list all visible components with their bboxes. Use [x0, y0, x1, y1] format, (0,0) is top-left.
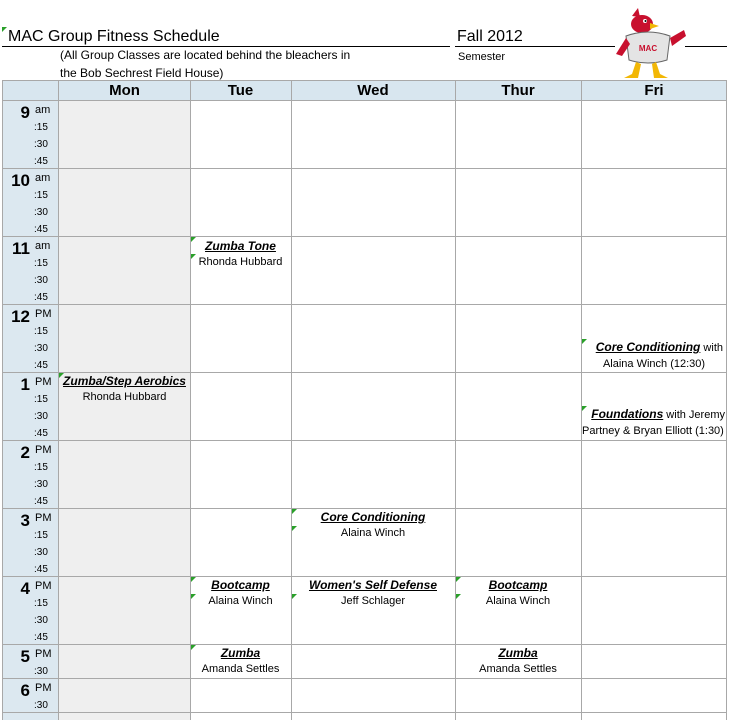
grid-line: [190, 80, 191, 720]
day-label-mon: Mon: [109, 82, 140, 99]
quarter-label: :45: [34, 496, 48, 507]
class-wed-core-conditioning: [291, 509, 455, 541]
hour-line: [2, 168, 727, 169]
quarter-label: :15: [34, 598, 48, 609]
hour-line: [2, 678, 727, 679]
quarter-label: :30: [34, 547, 48, 558]
class-wed-self-defense: [291, 577, 455, 609]
hour-label: 4: [20, 579, 30, 598]
ampm-label: PM: [35, 376, 52, 388]
class-instructor: Rhonda Hubbard: [82, 391, 167, 403]
hour-label: 12: [11, 307, 30, 326]
quarter-label: :45: [34, 156, 48, 167]
class-tue-zumba-tone: [190, 238, 291, 270]
class-name: Zumba: [220, 646, 261, 660]
hour-line: [2, 304, 727, 305]
class-name: Zumba: [498, 646, 538, 660]
ampm-label: PM: [35, 512, 52, 524]
quarter-label: :15: [34, 530, 48, 541]
page-title: MAC Group Fitness Schedule: [8, 28, 220, 45]
quarter-label: :15: [34, 462, 48, 473]
day-label-fri: Fri: [644, 82, 664, 99]
hour-label: 9: [20, 103, 30, 122]
hour-line: [2, 236, 727, 237]
grid-line: [2, 80, 727, 81]
ampm-label: PM: [35, 580, 52, 592]
quarter-label: :15: [34, 122, 48, 133]
quarter-label: :45: [34, 632, 48, 643]
time-slot-3: [2, 508, 58, 576]
time-slot-9: [2, 100, 58, 168]
class-tue-zumba: [190, 645, 291, 677]
class-mon-zumba-step: [59, 373, 190, 405]
class-instructor: Alaina Winch: [208, 595, 273, 607]
quarter-label: :15: [34, 394, 48, 405]
class-extra: with: [700, 342, 723, 354]
hour-label: 1: [20, 375, 30, 394]
term-underline-right: [685, 46, 727, 47]
quarter-label: :30: [34, 666, 48, 677]
time-slot-4: [2, 576, 58, 644]
location-note-line-2: the Bob Sechrest Field House): [60, 66, 224, 80]
location-note-line-1: (All Group Classes are located behind the bleachers in: [60, 48, 351, 62]
day-label-thur: Thur: [501, 82, 535, 99]
ampm-label: PM: [35, 648, 52, 660]
time-slot-12: [2, 304, 58, 372]
class-name: Foundations: [591, 407, 664, 421]
class-instructor: Partney & Bryan Elliott (1:30): [582, 425, 724, 437]
time-slot-10: [2, 168, 58, 236]
class-fri-foundations: [581, 406, 727, 439]
grid-line: [2, 100, 727, 101]
hour-label: 11: [12, 239, 30, 258]
ampm-label: am: [35, 172, 51, 184]
location-note: [60, 46, 350, 82]
grid-line: [726, 80, 727, 720]
quarter-label: :30: [34, 139, 48, 150]
quarter-label: :30: [34, 615, 48, 626]
hour-label: 10: [11, 171, 30, 190]
hour-label: 6: [20, 681, 30, 700]
quarter-label: :45: [34, 224, 48, 235]
class-name: Core Conditioning: [595, 340, 701, 354]
quarter-label: :15: [34, 190, 48, 201]
grid-line: [581, 80, 582, 720]
class-instructor: Alaina Winch (12:30): [602, 358, 706, 370]
ampm-label: am: [35, 104, 51, 116]
hour-label: 5: [20, 647, 30, 666]
class-title-line: [581, 339, 727, 356]
time-slot-11: [2, 236, 58, 304]
time-slot-1: [2, 372, 58, 440]
ampm-label: PM: [35, 308, 52, 320]
time-slot-6: [2, 678, 58, 712]
class-instructor: Rhonda Hubbard: [198, 256, 283, 268]
quarter-label: :30: [34, 343, 48, 354]
quarter-label: :30: [34, 275, 48, 286]
class-tue-bootcamp: [190, 577, 291, 609]
day-label-tue: Tue: [227, 82, 254, 99]
cardinal-mascot-logo: [612, 8, 688, 80]
grid-line: [291, 80, 292, 720]
quarter-label: :30: [34, 479, 48, 490]
class-name: Bootcamp: [211, 578, 270, 592]
ampm-label: PM: [35, 444, 52, 456]
hour-line: [2, 644, 727, 645]
class-thur-zumba: [455, 645, 581, 677]
term-label: Semester: [458, 51, 506, 63]
quarter-label: :45: [34, 360, 48, 371]
class-title-line: [581, 406, 727, 423]
quarter-label: :30: [34, 207, 48, 218]
class-instructor: Jeff Schlager: [340, 595, 405, 607]
class-instructor: Alaina Winch: [485, 595, 551, 607]
day-label-wed: Wed: [357, 82, 389, 99]
quarter-label: :15: [34, 326, 48, 337]
mascot-logo-text: MAC: [638, 44, 658, 53]
comment-marker-icon: [2, 27, 7, 32]
class-instructor: Amanda Settles: [479, 663, 557, 675]
quarter-label: :45: [34, 292, 48, 303]
hour-line: [2, 440, 727, 441]
class-instructor: Amanda Settles: [201, 663, 280, 675]
class-name: Bootcamp: [488, 578, 548, 592]
quarter-label: :30: [34, 700, 48, 711]
time-slot-5: [2, 644, 58, 678]
class-name: Zumba Tone: [205, 239, 276, 253]
time-slot-2: [2, 440, 58, 508]
class-name: Women's Self Defense: [308, 578, 437, 592]
class-thur-bootcamp: [455, 577, 581, 609]
term-underline: [455, 46, 615, 47]
class-fri-core-conditioning: [581, 339, 727, 372]
ampm-label: am: [35, 240, 51, 252]
class-extra: with Jeremy: [663, 409, 725, 421]
class-name: Core Conditioning: [320, 510, 426, 524]
hour-label: 2: [20, 443, 30, 462]
quarter-label: :30: [34, 411, 48, 422]
term-title: Fall 2012: [457, 28, 523, 45]
class-name: Zumba/Step Aerobics: [63, 374, 186, 388]
quarter-label: :45: [34, 564, 48, 575]
hour-label: 3: [20, 511, 30, 530]
quarter-label: :45: [34, 428, 48, 439]
grid-line: [455, 80, 456, 720]
quarter-label: :15: [34, 258, 48, 269]
class-instructor: Alaina Winch: [340, 527, 406, 539]
hour-line: [2, 712, 727, 713]
monday-column: [59, 101, 190, 720]
ampm-label: PM: [35, 682, 52, 694]
